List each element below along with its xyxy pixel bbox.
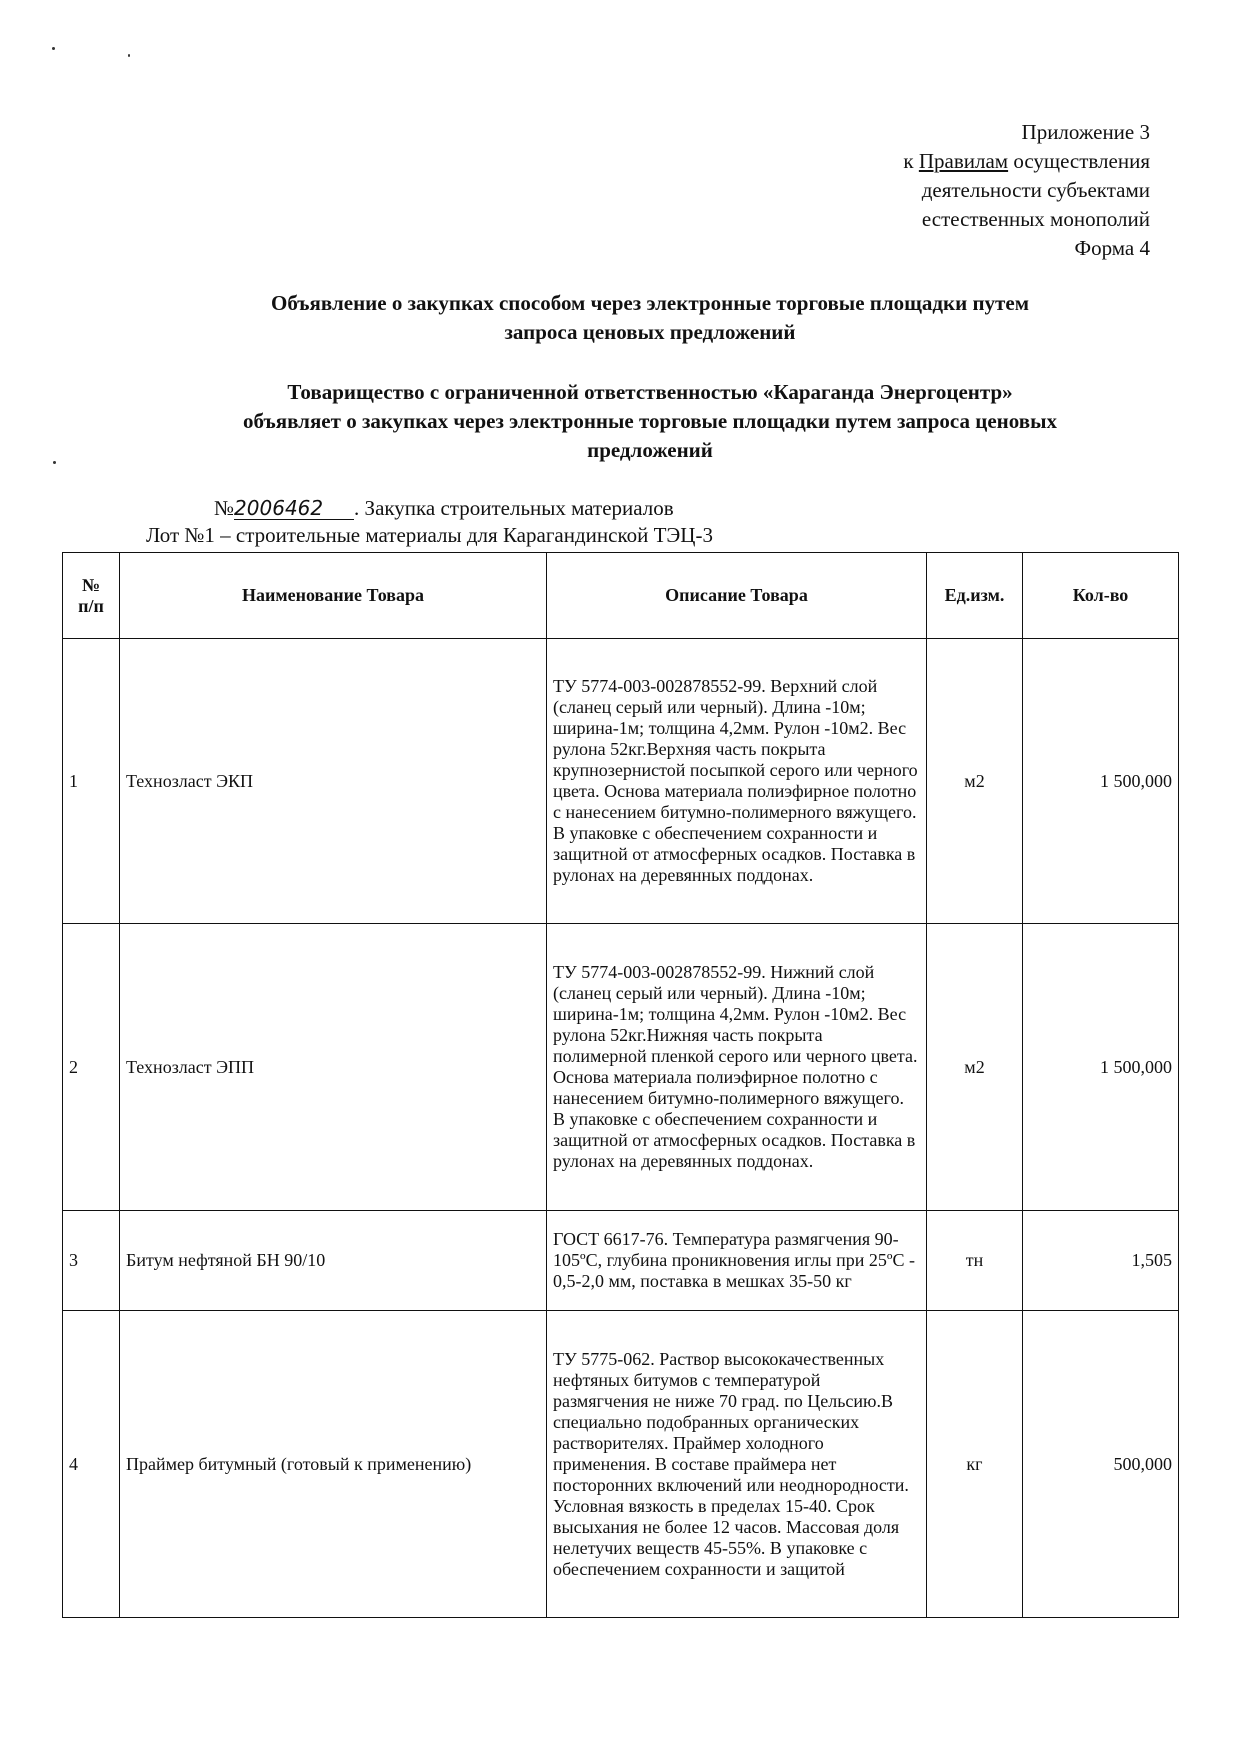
row-qty: 1 500,000	[1023, 639, 1179, 924]
lot-title: Лот №1 – строительные материалы для Карагандинской ТЭЦ-3	[146, 523, 713, 547]
announcement-heading: Товарищество с ограниченной ответственностью «Караганда Энергоцентр» объявляет о закупках через электронные торговые площадки путем запроса ценовых предложений	[243, 380, 1057, 462]
appendix-line-4: естественных монополий	[921, 207, 1150, 231]
row-name: Технозласт ЭПП	[120, 924, 547, 1211]
row-unit: кг	[927, 1311, 1023, 1618]
row-name: Технозласт ЭКП	[120, 639, 547, 924]
header-description: Описание Товара	[547, 553, 927, 639]
header-name: Наименование Товара	[120, 553, 547, 639]
table-header-row	[63, 553, 1179, 639]
row-name: Праймер битумный (готовый к применению)	[120, 1311, 547, 1618]
row-number: 2	[63, 924, 120, 1211]
row-unit: тн	[927, 1211, 1023, 1311]
row-number: 3	[63, 1211, 120, 1311]
header-unit: Ед.изм.	[927, 553, 1023, 639]
table-row	[63, 1211, 1179, 1311]
scan-speck	[53, 461, 56, 464]
row-description: ТУ 5774-003-002878552-99. Верхний слой (сланец серый или черный). Длина -10м; ширина-1м; толщина 4,2мм. Рулон -10м2. Вес рулона 52кг.Верхняя часть покрыта крупнозернистой посыпкой серого или черного цвета. Основа материала полиэфирное полотно с нанесением битумно-полимерного вяжущего. В упаковке с обеспечением сохранности и защитной от атмосферных осадков. Поставка в рулонах на деревянных поддонах.	[547, 639, 927, 924]
row-qty: 1 500,000	[1023, 924, 1179, 1211]
procurement-number-line	[214, 494, 674, 522]
scan-speck	[52, 47, 55, 50]
table-row	[63, 924, 1179, 1211]
document-title: Объявление о закупках способом через электронные торговые площадки путем запроса ценовых предложений	[271, 291, 1029, 344]
goods-table	[62, 552, 1179, 1618]
appendix-line-1: Приложение 3	[1021, 120, 1150, 144]
appendix-line-2: к Правилам осуществления	[903, 149, 1150, 173]
rules-link[interactable]: Правилам	[918, 149, 1009, 173]
handwritten-procurement-number: 2006462	[234, 497, 354, 520]
row-qty: 1,505	[1023, 1211, 1179, 1311]
header-number: № п/п	[63, 553, 120, 639]
table-row	[63, 639, 1179, 924]
table-row	[63, 1311, 1179, 1618]
row-description: ТУ 5775-062. Раствор высококачественных нефтяных битумов с температурой размягчения не ниже 70 град. по Цельсию.В специально подобранных органических растворителях. Праймер холодного применения. В составе праймера нет посторонних включений или неоднородности. Условная вязкость в пределах 15-40. Срок высыхания не более 12 часов. Массовая доля нелетучих веществ 45-55%. В упаковке с обеспечением сохранности и защитой	[547, 1311, 927, 1618]
number-sign: №	[214, 496, 235, 520]
header-qty: Кол-во	[1023, 553, 1179, 639]
procurement-name: . Закупка строительных материалов	[354, 496, 674, 520]
appendix-line-3: деятельности субъектами	[921, 178, 1150, 202]
row-name: Битум нефтяной БН 90/10	[120, 1211, 547, 1311]
row-unit: м2	[927, 639, 1023, 924]
row-description: ТУ 5774-003-002878552-99. Нижний слой (сланец серый или черный). Длина -10м; ширина-1м; толщина 4,2мм. Рулон -10м2. Вес рулона 52кг.Нижняя часть покрыта полимерной пленкой серого или черного цвета. Основа материала полиэфирное полотно с нанесением битумно-полимерного вяжущего. В упаковке с обеспечением сохранности и защитной от атмосферных осадков. Поставка в рулонах на деревянных поддонах.	[547, 924, 927, 1211]
row-qty: 500,000	[1023, 1311, 1179, 1618]
row-description: ГОСТ 6617-76. Температура размягчения 90-105ºС, глубина проникновения иглы при 25ºС - 0,5-2,0 мм, поставка в мешках 35-50 кг	[547, 1211, 927, 1311]
form-number: Форма 4	[1074, 236, 1150, 260]
appendix-block	[730, 118, 1150, 263]
scan-speck	[128, 54, 130, 57]
row-number: 1	[63, 639, 120, 924]
row-unit: м2	[927, 924, 1023, 1211]
row-number: 4	[63, 1311, 120, 1618]
